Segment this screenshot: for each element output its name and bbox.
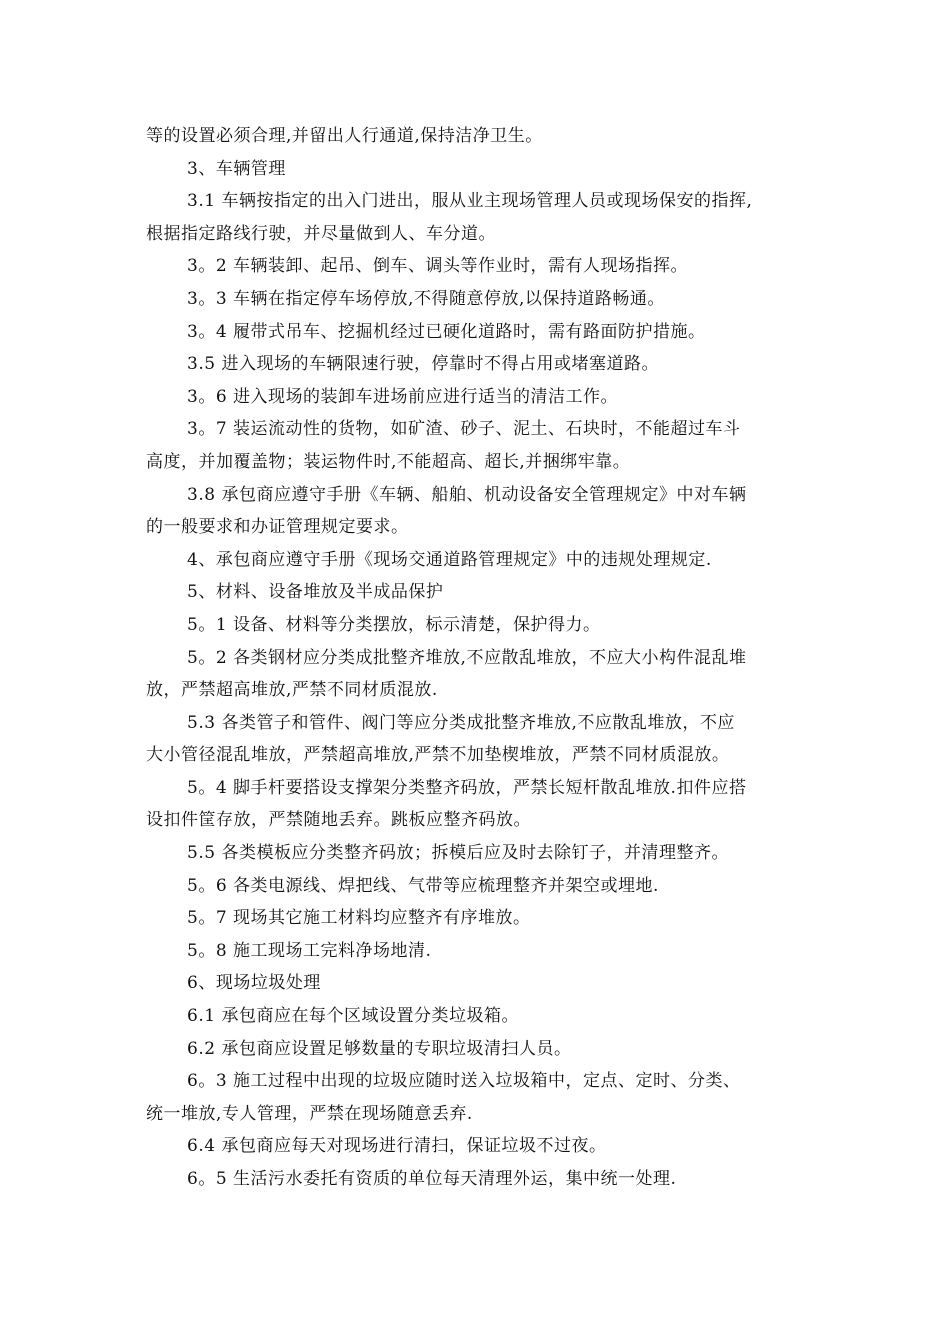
text-line: 5。7 现场其它施工材料均应整齐有序堆放。 <box>187 908 531 929</box>
text-line: 5。1 设备、材料等分类摆放，标示清楚，保护得力。 <box>187 614 601 635</box>
text-line: 3。2 车辆装卸、起吊、倒车、调头等作业时，需有人现场指挥。 <box>187 256 689 277</box>
text-line: 5。4 脚手杆要搭设支撑架分类整齐码放，严禁长短杆散乱堆放.扣件应搭 <box>187 777 747 798</box>
text-line: 3.1 车辆按指定的出入门进出，服从业主现场管理人员或现场保安的指挥, <box>187 191 753 212</box>
text-line: 高度，并加覆盖物；装运物件时,不能超高、超长,并捆绑牢靠。 <box>146 451 631 472</box>
section-heading-waste: 6、现场垃圾处理 <box>187 973 321 994</box>
text-line: 5。8 施工现场工完料净场地清. <box>187 940 432 961</box>
text-line: 根据指定路线行驶，并尽量做到人、车分道。 <box>146 223 496 244</box>
text-line: 5.5 各类模板应分类整齐码放；拆模后应及时去除钉子，并清理整齐。 <box>187 843 729 864</box>
section-heading-traffic-rules: 4、承包商应遵守手册《现场交通道路管理规定》中的违规处理规定. <box>187 549 712 570</box>
text-line: 6.2 承包商应设置足够数量的专职垃圾清扫人员。 <box>187 1038 572 1059</box>
section-heading-vehicles: 3、车辆管理 <box>187 158 286 179</box>
section-heading-materials: 5、材料、设备堆放及半成品保护 <box>187 582 444 603</box>
text-line: 3。6 进入现场的装卸车进场前应进行适当的清洁工作。 <box>187 386 619 407</box>
text-line: 6.1 承包商应在每个区域设置分类垃圾箱。 <box>187 1006 519 1027</box>
text-line: 5。2 各类钢材应分类成批整齐堆放,不应散乱堆放，不应大小构件混乱堆 <box>187 647 747 668</box>
text-line: 6.4 承包商应每天对现场进行清扫，保证垃圾不过夜。 <box>187 1136 607 1157</box>
text-line: 3。7 装运流动性的货物，如矿渣、砂子、泥土、石块时，不能超过车斗 <box>187 419 741 440</box>
text-line: 的一般要求和办证管理规定要求。 <box>146 517 409 538</box>
text-line: 3。4 履带式吊车、挖掘机经过已硬化道路时，需有路面防护措施。 <box>187 321 706 342</box>
text-line: 3.8 承包商应遵守手册《车辆、船舶、机动设备安全管理规定》中对车辆 <box>187 484 747 505</box>
text-line: 6。5 生活污水委托有资质的单位每天清理外运，集中统一处理. <box>187 1169 677 1189</box>
text-line: 统一堆放,专人管理，严禁在现场随意丢弃. <box>146 1103 473 1124</box>
text-line: 设扣件筐存放，严禁随地丢弃。跳板应整齐码放。 <box>146 810 531 831</box>
text-line: 大小管径混乱堆放，严禁超高堆放,严禁不加垫楔堆放，严禁不同材质混放。 <box>146 745 730 766</box>
text-line: 3。3 车辆在指定停车场停放,不得随意停放,以保持道路畅通。 <box>187 288 665 309</box>
document-body <box>146 120 816 1196</box>
text-line: 5.3 各类管子和管件、阀门等应分类成批整齐堆放,不应散乱堆放，不应 <box>187 712 735 733</box>
text-line: 等的设置必须合理,并留出人行通道,保持洁净卫生。 <box>146 126 543 146</box>
text-line: 放，严禁超高堆放,严禁不同材质混放. <box>146 680 438 701</box>
text-line: 3.5 进入现场的车辆限速行驶，停靠时不得占用或堵塞道路。 <box>187 354 659 375</box>
text-line: 5。6 各类电源线、焊把线、气带等应梳理整齐并架空或埋地. <box>187 875 659 896</box>
text-line: 6。3 施工过程中出现的垃圾应随时送入垃圾箱中，定点、定时、分类、 <box>187 1071 741 1092</box>
